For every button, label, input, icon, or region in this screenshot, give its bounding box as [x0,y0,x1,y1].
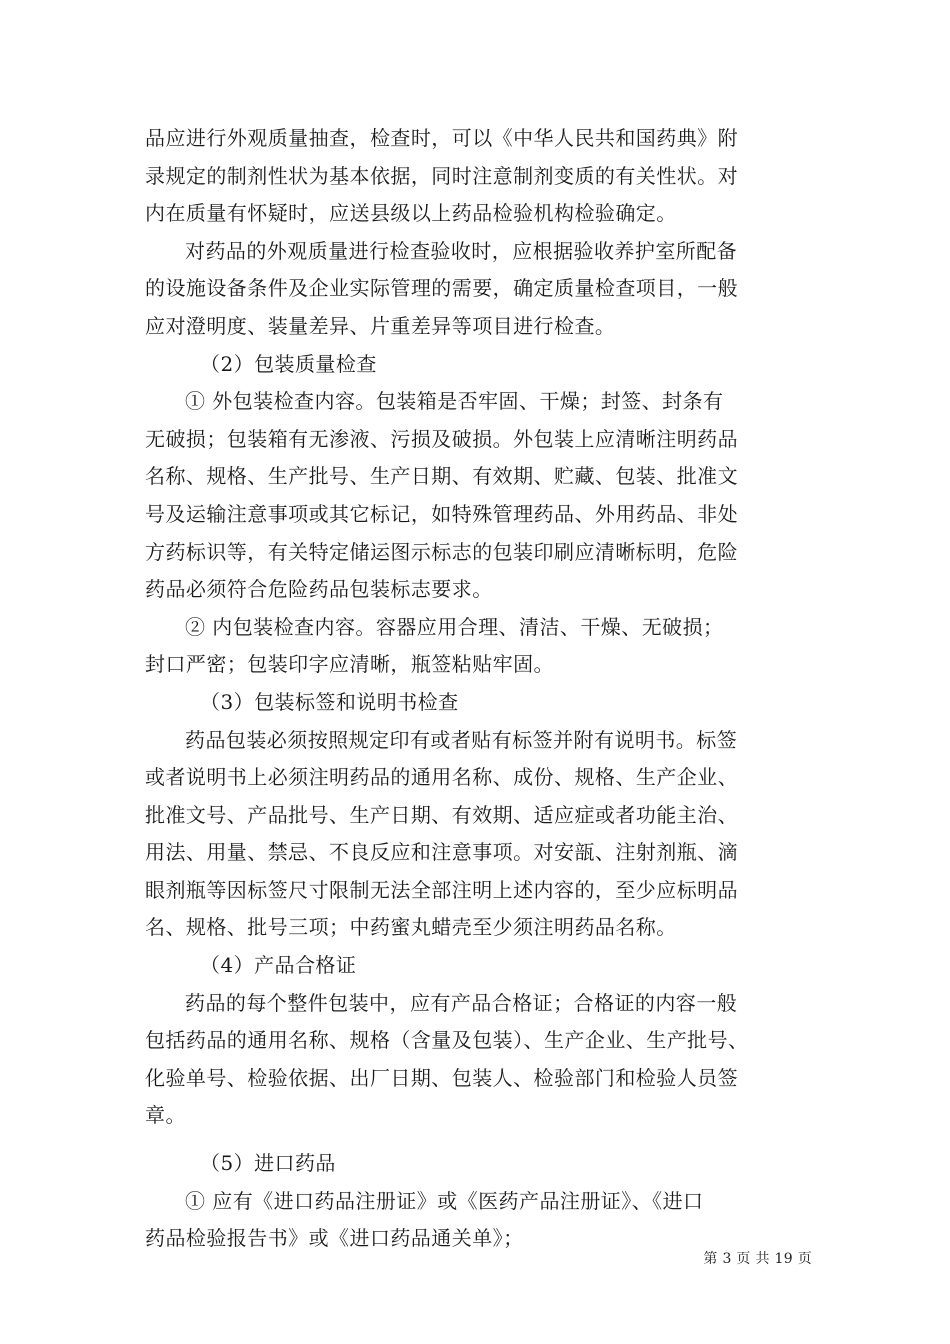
text-line: 用法、用量、禁忌、不良反应和注意事项。对安瓿、注射剂瓶、滴 [145,840,739,865]
text-line: 药品的每个整件包装中，应有产品合格证；合格证的内容一般 [185,990,738,1015]
text-line: 录规定的制剂性状为基本依据，同时注意制剂变质的有关性状。对 [145,163,739,188]
text-line: 方药标识等，有关特定储运图示标志的包装印刷应清晰标明，危险 [145,539,739,564]
text-line: 化验单号、检验依据、出厂日期、包装人、检验部门和检验人员签 [145,1065,739,1090]
text-line: 或者说明书上必须注明药品的通用名称、成份、规格、生产企业、 [145,765,739,790]
document-body [145,120,810,1258]
section-heading: （2）包装质量检查 [200,351,377,376]
text-line: 批准文号、产品批号、生产日期、有效期、适应症或者功能主治、 [145,802,739,827]
section-heading: （4）产品合格证 [200,953,357,978]
text-line: 的设施设备条件及企业实际管理的需要，确定质量检查项目，一般 [145,276,739,301]
section-heading: （5）进口药品 [200,1151,336,1176]
text-line: 品应进行外观质量抽查，检查时，可以《中华人民共和国药典》附 [145,126,739,150]
text-line: 名称、规格、生产批号、生产日期、有效期、贮藏、包装、批准文 [145,464,739,489]
text-line: 封口严密；包装印字应清晰，瓶签粘贴牢固。 [145,652,554,677]
text-line: ② 内包装检查内容。容器应用合理、清洁、干燥、无破损； [185,614,724,639]
text-line: 药品检验报告书》或《进口药品通关单》； [145,1226,524,1251]
text-line: ① 外包装检查内容。包装箱是否牢固、干燥；封签、封条有 [185,389,724,414]
text-line: 眼剂瓶等因标签尺寸限制无法全部注明上述内容的，至少应标明品 [145,877,739,902]
text-line: 药品包装必须按照规定印有或者贴有标签并附有说明书。标签 [185,727,738,752]
page-number-footer: 第 3 页 共 19 页 [703,1251,812,1267]
text-line: 名、规格、批号三项；中药蜜丸蜡壳至少须注明药品名称。 [145,915,677,940]
text-line: ① 应有《进口药品注册证》或《医药产品注册证》、《进口 [185,1188,704,1213]
text-line: 应对澄明度、装量差异、片重差异等项目进行检查。 [145,313,616,338]
text-line: 包括药品的通用名称、规格（含量及包装）、生产企业、生产批号、 [145,1028,749,1053]
text-line: 对药品的外观质量进行检查验收时，应根据验收养护室所配备 [185,238,738,263]
text-line: 内在质量有怀疑时，应送县级以上药品检验机构检验确定。 [145,201,677,226]
text-line: 药品必须符合危险药品包装标志要求。 [145,577,493,602]
text-line: 章。 [145,1103,186,1128]
section-heading: （3）包装标签和说明书检查 [200,689,459,714]
text-line: 号及运输注意事项或其它标记，如特殊管理药品、外用药品、非处 [145,501,739,526]
paragraph-gap [145,1135,810,1145]
text-line: 无破损；包装箱有无渗液、污损及破损。外包装上应清晰注明药品 [145,426,739,451]
